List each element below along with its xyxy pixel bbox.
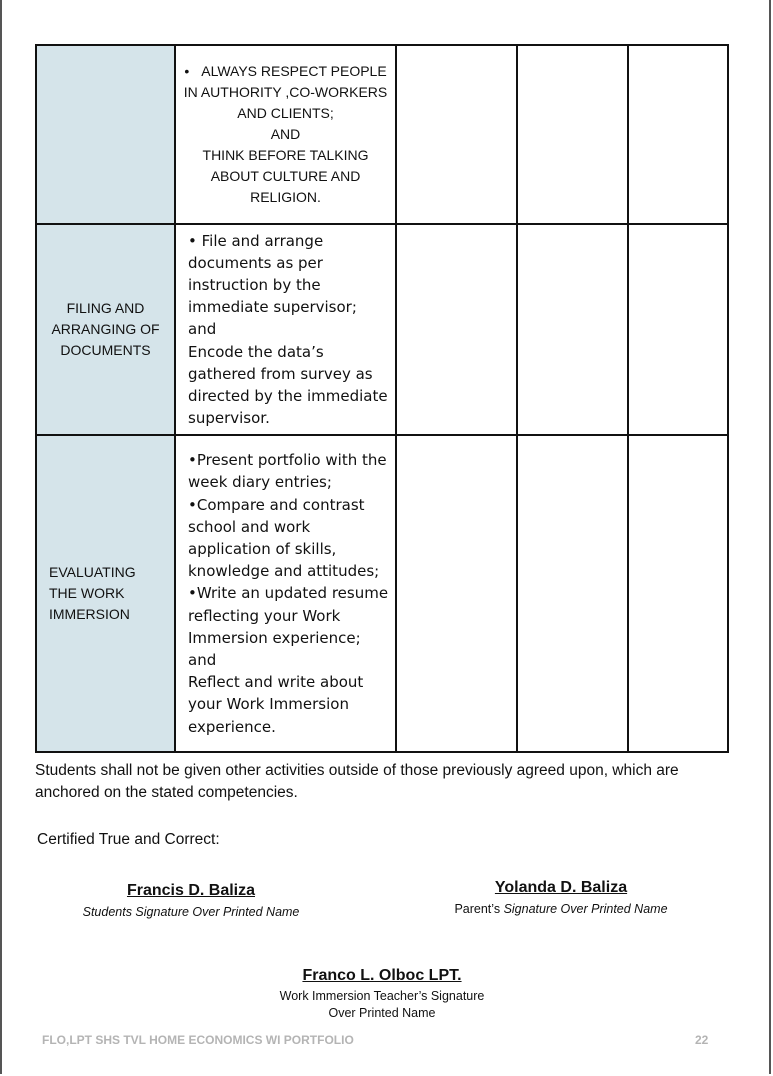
competency-text: EVALUATING THE WORK IMMERSION <box>49 564 136 622</box>
empty-cell <box>628 435 728 752</box>
activities-text <box>176 449 395 738</box>
table-row <box>36 224 728 435</box>
activity-line: •Write an updated resume reflecting your Work Immersion experience; <box>188 584 389 647</box>
footer-title: FLO,LPT SHS TVL HOME ECONOMICS WI PORTFOLIO <box>42 1033 354 1047</box>
activities-cell <box>175 435 396 752</box>
empty-cell <box>396 45 517 224</box>
page-number: 22 <box>695 1033 709 1047</box>
student-signature <box>60 881 322 921</box>
certified-label: Certified True and Correct: <box>37 831 220 848</box>
activities-cell <box>175 224 396 435</box>
activities-cell <box>175 45 396 224</box>
empty-cell <box>396 224 517 435</box>
agreement-note: Students shall not be given other activities outside of those previously agreed upon, which are anchored on the stated competencies. <box>35 762 679 801</box>
empty-cell <box>517 45 628 224</box>
activity-line: •Compare and contrast school and work application of skills, knowledge and attitudes; <box>188 495 380 581</box>
parent-role <box>430 901 692 918</box>
parent-role-rest: Signature Over Printed Name <box>503 902 668 916</box>
activity-line: and <box>188 651 217 669</box>
table-row <box>36 435 728 752</box>
competency-cell <box>36 45 175 224</box>
empty-cell <box>517 224 628 435</box>
empty-cell <box>628 45 728 224</box>
bullet-item <box>182 61 389 124</box>
activity-line: Encode the data’s gathered from survey as directed by the immediate supervisor. <box>188 342 388 428</box>
bullet-icon: • <box>184 63 190 79</box>
training-plan-table <box>35 44 729 753</box>
activity-line: Reflect and write about your Work Immersion experience. <box>188 673 364 736</box>
teacher-role-line2: Over Printed Name <box>328 1006 436 1020</box>
activities-text <box>176 61 395 208</box>
activity-line: • File and arrange documents as per instruction by the immediate supervisor; and <box>188 231 357 339</box>
competency-cell <box>36 224 175 435</box>
activities-text <box>176 230 395 430</box>
competency-cell <box>36 435 175 752</box>
table-row <box>36 45 728 224</box>
empty-cell <box>396 435 517 752</box>
parent-signature <box>430 878 692 918</box>
teacher-role-line1: Work Immersion Teacher’s Signature <box>279 989 485 1003</box>
activity-line: •Present portfolio with the week diary entries; <box>188 451 387 492</box>
parent-role-prefix: Parent’s <box>454 902 504 916</box>
activity-line: AND <box>270 126 301 142</box>
activity-line: ALWAYS RESPECT PEOPLE IN AUTHORITY ,CO-WORKERS AND CLIENTS; <box>183 63 388 121</box>
competency-text: FILING AND ARRANGING OF DOCUMENTS <box>51 300 160 358</box>
empty-cell <box>628 224 728 435</box>
activity-line: THINK BEFORE TALKING ABOUT CULTURE AND RELIGION. <box>202 147 369 205</box>
teacher-name: Franco L. Olboc LPT. <box>302 967 462 984</box>
teacher-signature <box>232 966 532 1022</box>
student-name: Francis D. Baliza <box>126 882 256 899</box>
student-role: Students Signature Over Printed Name <box>82 905 300 919</box>
empty-cell <box>517 435 628 752</box>
parent-name: Yolanda D. Baliza <box>494 879 628 896</box>
